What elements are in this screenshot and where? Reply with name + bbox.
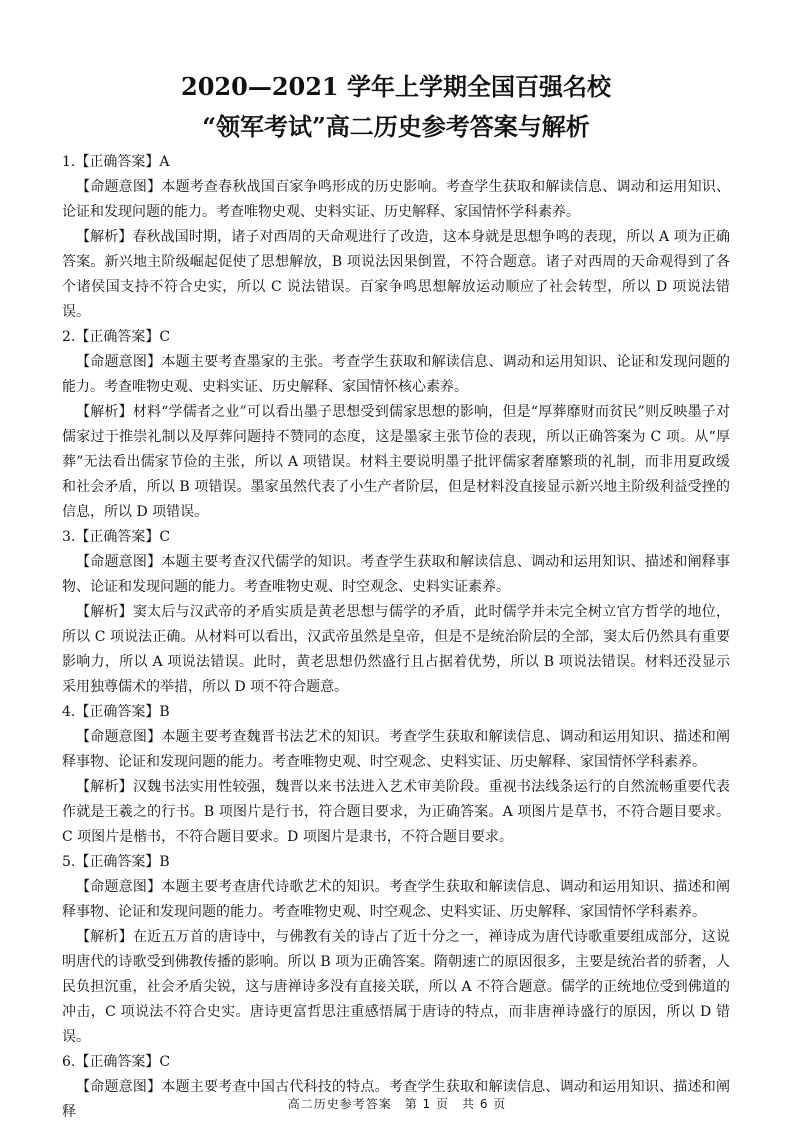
question-block — [62, 1050, 730, 1125]
analysis-tag: 【解析】 — [76, 779, 133, 795]
answer-value: C — [159, 1054, 171, 1070]
question-block — [62, 850, 730, 1050]
intent-tag: 【命题意图】 — [76, 179, 162, 195]
analysis-text: 材料“学儒者之业”可以看出墨子思想受到儒家思想的影响，但是“厚葬靡财而贫民”则反映墨子对儒家过于推崇礼制以及厚葬问题持不赞同的态度，这是墨家主张节俭的表现，所以正确答案为 C 项。从“厚葬”无法看出儒家节俭的主张，所以 A 项错误。材料主要说明墨子批评儒家奢靡繁琐的礼制，而非用夏政缓和社会矛盾，所以 B 项错误。墨家虽然代表了小生产者阶层，但是材料没直接显示新兴地主阶级利益受挫的信息，所以 D 项错误。 — [62, 404, 730, 520]
answer-line — [62, 850, 730, 875]
answer-value: A — [159, 154, 170, 170]
answer-value: C — [159, 529, 171, 545]
answer-value: C — [159, 329, 171, 345]
analysis-tag: 【解析】 — [76, 604, 133, 620]
answer-line — [62, 150, 730, 175]
question-number: 5. — [62, 854, 76, 870]
intent-paragraph — [62, 875, 730, 925]
answer-tag: 【正确答案】 — [75, 1054, 160, 1070]
answer-line — [62, 1050, 730, 1075]
intent-text: 本题主要考查唐代诗歌艺术的知识。考查学生获取和解读信息、调动和运用知识、描述和阐释事物、论证和发现问题的能力。考查唯物史观、时空观念、史料实证、历史解释、家国情怀学科素养。 — [62, 879, 731, 920]
intent-tag: 【命题意图】 — [76, 879, 162, 895]
question-number: 3. — [62, 529, 76, 545]
intent-tag: 【命题意图】 — [76, 1079, 162, 1095]
intent-tag: 【命题意图】 — [76, 354, 162, 370]
analysis-text: 在近五万首的唐诗中，与佛教有关的诗占了近十分之一，禅诗成为唐代诗歌重要组成部分，这说明唐代的诗歌受到佛教传播的影响。所以 B 项为正确答案。隋朝速亡的原因很多，主要是统治者的骄奢，人民负担沉重，社会矛盾尖锐，这与唐禅诗多没有直接关联，所以 A 不符合题意。儒学的正统地位受到佛道的冲击，C 项说法不符合史实。唐诗更富哲思注重感悟属于唐诗的特点，而非唐禅诗盛行的原因，所以 D 错误。 — [62, 929, 730, 1045]
question-block — [62, 150, 730, 325]
intent-text: 本题主要考查魏晋书法艺术的知识。考查学生获取和解读信息、调动和运用知识、描述和阐释事物、论证和发现问题的能力。考查唯物史观、时空观念、史料实证、历史解释、家国情怀学科素养。 — [62, 729, 731, 770]
intent-paragraph — [62, 175, 730, 225]
answer-line — [62, 325, 730, 350]
answer-value: B — [159, 704, 170, 720]
question-number: 4. — [62, 704, 76, 720]
question-number: 1. — [62, 154, 76, 170]
intent-paragraph — [62, 550, 730, 600]
page-title-line1: 2020—2021 学年上学期全国百强名校 — [181, 72, 611, 101]
analysis-tag: 【解析】 — [76, 404, 133, 420]
analysis-paragraph — [62, 600, 730, 700]
answer-tag: 【正确答案】 — [75, 529, 160, 545]
analysis-tag: 【解析】 — [76, 229, 133, 245]
answer-line — [62, 700, 730, 725]
intent-tag: 【命题意图】 — [76, 729, 162, 745]
analysis-text: 春秋战国时期，诸子对西周的天命观进行了改造，这本身就是思想争鸣的表现，所以 A 项为正确答案。新兴地主阶级崛起促使了思想解放，B 项说法因果倒置，不符合题意。诸子对西周的天命观得到了各个诸侯国支持不符合史实，所以 C 说法错误。百家争鸣思想解放运动顺应了社会转型，所以 D 项说法错误。 — [62, 229, 730, 320]
answer-tag: 【正确答案】 — [75, 154, 160, 170]
page-title-line2: “领军考试”高二历史参考答案与解析 — [202, 112, 590, 141]
answer-tag: 【正确答案】 — [75, 329, 160, 345]
question-block — [62, 525, 730, 700]
intent-text: 本题考查春秋战国百家争鸣形成的历史影响。考查学生获取和解读信息、调动和运用知识、论证和发现问题的能力。考查唯物史观、史料实证、历史解释、家国情怀学科素养。 — [62, 179, 731, 220]
analysis-text: 窦太后与汉武帝的矛盾实质是黄老思想与儒学的矛盾，此时儒学并未完全树立官方哲学的地位，所以 C 项说法正确。从材料可以看出，汉武帝虽然是皇帝，但是不是统治阶层的全部，窦太后仍然具有重要影响力，所以 A 项说法错误。此时，黄老思想仍然盛行且占据着优势，所以 B 项说法错误。材料还没显示采用独尊儒术的举措，所以 D 项不符合题意。 — [62, 604, 730, 695]
analysis-tag: 【解析】 — [76, 929, 133, 945]
intent-paragraph — [62, 725, 730, 775]
intent-tag: 【命题意图】 — [76, 554, 162, 570]
intent-paragraph — [62, 350, 730, 400]
question-number: 6. — [62, 1054, 76, 1070]
analysis-paragraph — [62, 225, 730, 325]
answer-tag: 【正确答案】 — [75, 704, 160, 720]
question-block — [62, 325, 730, 525]
answer-line — [62, 525, 730, 550]
intent-text: 本题主要考查汉代儒学的知识。考查学生获取和解读信息、调动和运用知识、描述和阐释事物、论证和发现问题的能力。考查唯物史观、时空观念、史料实证素养。 — [62, 554, 731, 595]
question-number: 2. — [62, 329, 76, 345]
analysis-paragraph — [62, 775, 730, 850]
question-block — [62, 700, 730, 850]
analysis-paragraph — [62, 400, 730, 525]
analysis-paragraph — [62, 925, 730, 1050]
intent-text: 本题主要考查墨家的主张。考查学生获取和解读信息、调动和运用知识、论证和发现问题的能力。考查唯物史观、史料实证、历史解释、家国情怀核心素养。 — [62, 354, 731, 395]
answer-value: B — [159, 854, 170, 870]
answer-tag: 【正确答案】 — [75, 854, 160, 870]
intent-text: 本题主要考查中国古代科技的特点。考查学生获取和解读信息、调动和运用知识、描述和阐释 — [62, 1079, 731, 1120]
analysis-text: 汉魏书法实用性较强，魏晋以来书法进入艺术审美阶段。重视书法线条运行的自然流畅重要代表作就是王羲之的行书。B 项图片是行书，符合题目要求，为正确答案。A 项图片是草书，不符合题目要求。C 项图片是楷书，不符合题目要求。D 项图片是隶书，不符合题目要求。 — [62, 779, 730, 845]
page-footer: 高二历史参考答案 第 1 页 共 6 页 — [287, 1097, 507, 1111]
